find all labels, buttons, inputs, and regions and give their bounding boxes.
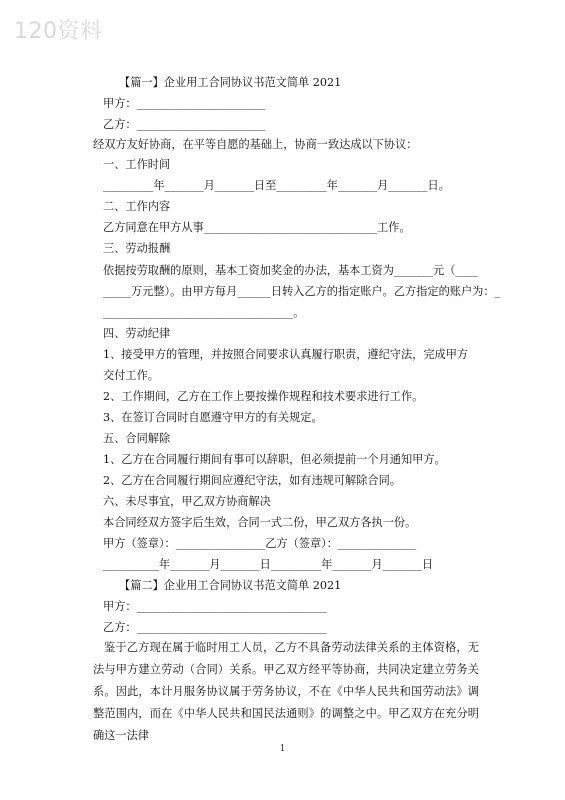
clause-heading: 三、劳动报酬 xyxy=(103,242,171,255)
watermark: 120资料 xyxy=(14,19,103,44)
text-line: _____万元整）。由甲方每月______日转入乙方的指定账户。乙方指定的账户为：_ xyxy=(103,285,501,298)
clause-heading: 二、工作内容 xyxy=(103,200,171,213)
party-b-line: 乙方：__________________________________ xyxy=(103,621,327,634)
clause-heading: 五、合同解除 xyxy=(103,432,171,445)
text-line: 1、乙方在合同履行期间有事可以辞职，但必须提前一个月通知甲方。 xyxy=(103,453,446,466)
text-line: 依据按劳取酬的原则，基本工资加奖金的办法，基本工资为_______元（____ xyxy=(103,264,478,277)
text-line: 本合同经双方签字后生效，合同一式二份，甲乙双方各执一份。 xyxy=(103,516,417,529)
text-line: __________________________________。 xyxy=(103,306,305,319)
party-b-line: 乙方：_______________________ xyxy=(103,118,266,131)
text-line: 乙方同意在甲方从事_______________________________工作。 xyxy=(103,221,411,234)
party-a-line: 甲方：__________________________________ xyxy=(103,600,327,613)
clause-heading: 一、工作时间 xyxy=(103,158,171,171)
clause-heading: 四、劳动纪律 xyxy=(103,327,171,340)
text-line: 1、接受甲方的管理，并按照合同要求认真履行职责，遵纪守法，完成甲方 xyxy=(103,348,469,361)
section-heading-1: 【篇一】企业用工合同协议书范文简单 2021 xyxy=(119,76,342,89)
text-line: 3、在签订合同时自愿遵守甲方的有关规定。 xyxy=(103,411,323,424)
text-line: 经双方友好协商，在平等自愿的基础上，协商一致达成以下协议： xyxy=(93,138,418,151)
party-a-line: 甲方：_______________________ xyxy=(103,97,266,110)
text-line: 交付工作。 xyxy=(103,369,159,382)
signature-line: 甲方（签章）：________________乙方（签章）：______________ xyxy=(103,537,417,550)
date-line: __________年_______月_______日_________年_______月_______日 xyxy=(103,558,434,571)
text-line: 2、工作期间，乙方在工作上要按操作规程和技术要求进行工作。 xyxy=(103,390,424,403)
clause-heading: 六、未尽事宜，甲乙双方协商解决 xyxy=(103,495,271,508)
page-number: 1 xyxy=(279,744,286,754)
preamble-paragraph: 鉴于乙方现在属于临时用工人员，乙方不具备劳动法律关系的主体资格，无法与甲方建立劳动（合同）关系。甲乙双方经平等协商，共同决定建立劳务关系。因此，本计月服务协议属于劳务协议，不在《中华人民共和国劳动法》调整范围内，而在《中华人民共和国民法通则》的调整之中。甲乙双方在充分明确这一法律 xyxy=(93,641,479,742)
text-line: 2、乙方在合同履行期间应遵纪守法，如有违规可解除合同。 xyxy=(103,474,401,487)
date-line: _________年_______月_______日至_________年_______月_______日。 xyxy=(103,179,450,192)
section-heading-2: 【篇二】企业用工合同协议书范文简单 2021 xyxy=(119,579,342,592)
